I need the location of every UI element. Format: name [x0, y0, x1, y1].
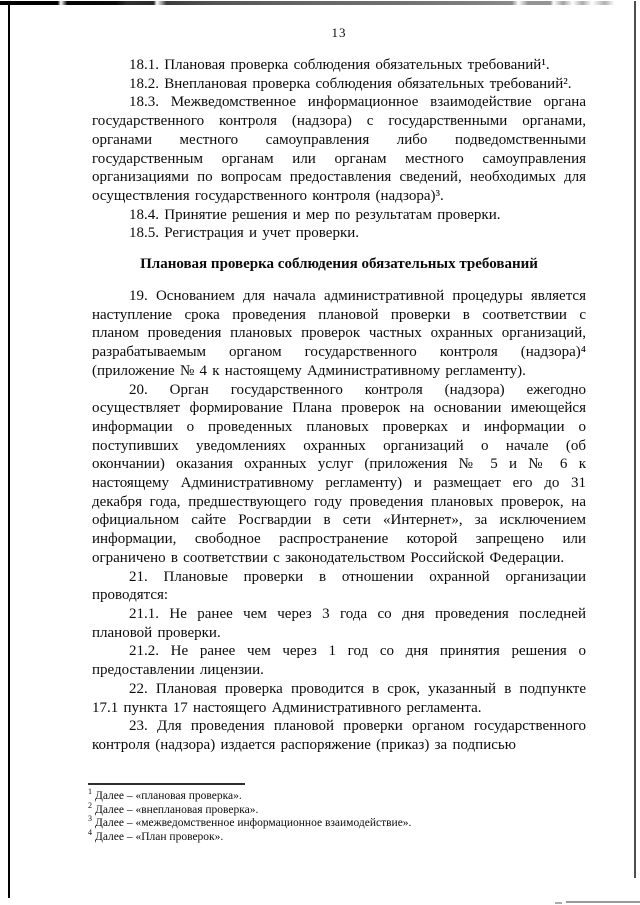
paragraph-19: 19. Основанием для начала административной процедуры является наступление срока проведения плановой проверки в соответствии с планом проведения плановых проверок частных охранных организаций, разрабатываемым органом государственного контроля (надзора)⁴ (приложение № 4 к настоящему Административному регламенту).	[92, 288, 586, 379]
page-number: 13	[331, 25, 347, 40]
footnote-marker: 3	[88, 814, 92, 824]
paragraph-18-2: 18.2. Внеплановая проверка соблюдения обязательных требований².	[129, 75, 572, 92]
footnotes-section	[88, 783, 588, 844]
scan-artifact-bottom-edge	[566, 901, 640, 903]
footnote-text: Далее – «План проверок».	[95, 830, 224, 843]
paragraph-18-5: 18.5. Регистрация и учет проверки.	[129, 225, 360, 242]
document-body	[92, 56, 586, 755]
paragraph-18-4: 18.4. Принятие решения и мер по результатам проверки.	[129, 206, 501, 223]
footnote-item-1	[88, 787, 588, 803]
footnote-separator	[88, 783, 245, 785]
paragraph-18-1: 18.1. Плановая проверка соблюдения обязательных требований¹.	[129, 57, 550, 73]
paragraph-22: 22. Плановая проверка проводится в срок, указанный в подпункте 17.1 пункта 17 настоящего Административного регламента.	[92, 680, 586, 716]
paragraph-18-3: 18.3. Межведомственное информационное взаимодействие органа государственного контроля (надзора) с государственными органами, органами местного самоуправления либо подведомственными государственным органам или органам местного самоуправления организациями по вопросам предоставления сведений, необходимых для осуществления государственного контроля (надзора)³.	[92, 94, 586, 204]
footnote-item-4	[88, 827, 588, 844]
scan-artifact-right-edge	[634, 1, 636, 878]
paragraph-21-2: 21.2. Не ранее чем через 1 год со дня принятия решения о предоставлении лицензии.	[92, 643, 586, 679]
scan-artifact-left-edge	[8, 4, 10, 898]
paragraph-21: 21. Плановые проверки в отношении охранной организации проводятся:	[92, 568, 586, 604]
paragraph-21-1: 21.1. Не ранее чем через 3 года со дня проведения последней плановой проверки.	[92, 605, 586, 641]
paragraph-23: 23. Для проведения плановой проверки органом государственного контроля (надзора) издается распоряжение (приказ) за подписью	[92, 718, 586, 753]
paragraph-20: 20. Орган государственного контроля (надзора) ежегодно осуществляет формирование Плана проверок на основании имеющейся информации о проведенных плановых проверках и информации о поступивших уведомлениях охранных организаций о начале (об окончании) оказания охранных услуг (приложения № 5 и № 6 к настоящему Административному регламенту) и размещает его до 31 декабря года, предшествующего году проведения плановых проверок, на официальном сайте Росгвардии в сети «Интернет», за исключением информации, свободное распространение которой запрещено или ограничено в соответствии с законодательством Российской Федерации.	[92, 381, 586, 566]
scan-artifact-bottom-dash	[555, 902, 562, 904]
footnote-text: Далее – «плановая проверка».	[95, 790, 242, 802]
footnote-marker: 4	[88, 827, 92, 837]
footnote-marker: 2	[88, 800, 92, 810]
footnote-marker: 1	[88, 787, 92, 797]
footnote-text: Далее – «межведомственное информационное взаимодействие».	[95, 817, 412, 829]
footnote-item-3	[88, 814, 588, 830]
footnote-text: Далее – «внеплановая проверка».	[95, 803, 259, 816]
section-heading: Плановая проверка соблюдения обязательных требований	[140, 256, 538, 273]
scan-artifact-top-edge	[0, 1, 640, 5]
footnote-item-2	[88, 800, 588, 817]
